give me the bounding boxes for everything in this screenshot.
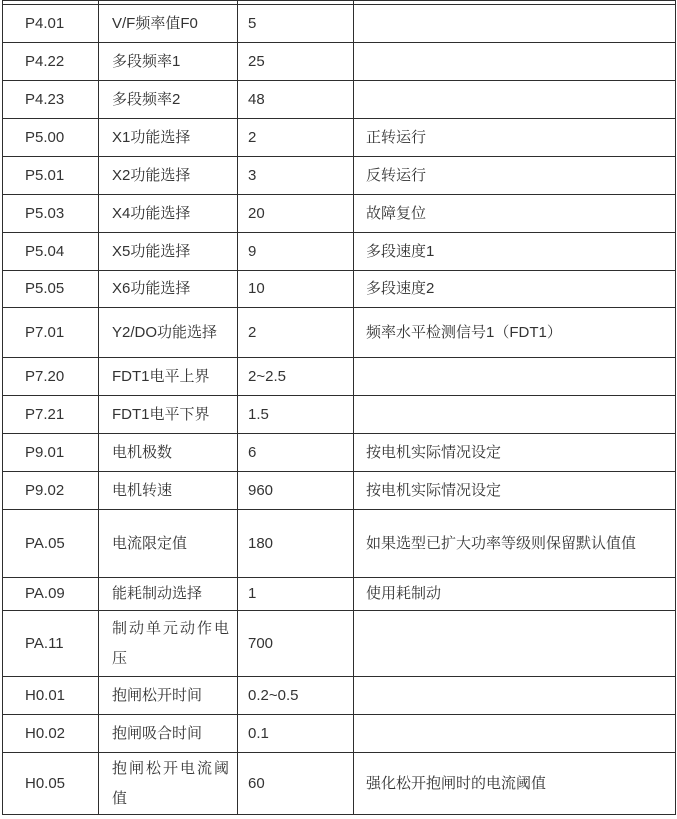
cell-value: 0.2~0.5	[238, 677, 354, 715]
table-row	[3, 472, 676, 510]
cell-param-code: H0.05	[3, 753, 99, 815]
cell-param-code: P4.23	[3, 81, 99, 119]
cell-value: 20	[238, 195, 354, 233]
table-row	[3, 434, 676, 472]
cell-param-code: P7.20	[3, 358, 99, 396]
cell-value: 2~2.5	[238, 358, 354, 396]
cell-param-code: P9.02	[3, 472, 99, 510]
cell-description	[354, 715, 676, 753]
table-row	[3, 715, 676, 753]
table-row	[3, 119, 676, 157]
cell-param-name: X2功能选择	[99, 157, 238, 195]
cell-param-code: P5.04	[3, 233, 99, 271]
cell-param-name: Y2/DO功能选择	[99, 308, 238, 358]
table-row	[3, 677, 676, 715]
cell-param-name: X1功能选择	[99, 119, 238, 157]
cell-description: 频率水平检测信号1（FDT1）	[354, 308, 676, 358]
table-row	[3, 5, 676, 43]
cell-param-code: H0.02	[3, 715, 99, 753]
cell-param-name: 抱闸吸合时间	[99, 715, 238, 753]
cell-param-name: 多段频率1	[99, 43, 238, 81]
cell-param-code: P5.01	[3, 157, 99, 195]
table-row	[3, 271, 676, 308]
cell-description: 按电机实际情况设定	[354, 472, 676, 510]
cell-description: 按电机实际情况设定	[354, 434, 676, 472]
cell-value: 2	[238, 308, 354, 358]
cell-param-name: 能耗制动选择	[99, 578, 238, 611]
cell-value: 25	[238, 43, 354, 81]
cell-value: 2	[238, 119, 354, 157]
cell-value: 1	[238, 578, 354, 611]
cell-description: 使用耗制动	[354, 578, 676, 611]
table-row	[3, 611, 676, 677]
parameter-table	[2, 0, 676, 815]
cell-description: 多段速度1	[354, 233, 676, 271]
cell-param-name: 电机转速	[99, 472, 238, 510]
cell-param-name: X4功能选择	[99, 195, 238, 233]
table-row	[3, 233, 676, 271]
cell-value: 5	[238, 5, 354, 43]
cell-param-name: V/F频率值F0	[99, 5, 238, 43]
cell-value: 960	[238, 472, 354, 510]
table-row	[3, 578, 676, 611]
cell-param-name: FDT1电平下界	[99, 396, 238, 434]
cell-param-code: P7.01	[3, 308, 99, 358]
cell-param-name: 抱闸松开时间	[99, 677, 238, 715]
cell-description	[354, 396, 676, 434]
cell-description	[354, 81, 676, 119]
cell-value: 0.1	[238, 715, 354, 753]
cell-description	[354, 611, 676, 677]
cell-param-code: PA.05	[3, 510, 99, 578]
cell-param-code: PA.09	[3, 578, 99, 611]
cell-description: 故障复位	[354, 195, 676, 233]
cell-param-name: 抱闸松开电流阈值	[99, 753, 238, 815]
cell-value: 180	[238, 510, 354, 578]
cell-value: 700	[238, 611, 354, 677]
cell-param-code: H0.01	[3, 677, 99, 715]
cell-param-name: 制动单元动作电压	[99, 611, 238, 677]
table-row	[3, 43, 676, 81]
cell-param-name: 电流限定值	[99, 510, 238, 578]
cell-description	[354, 43, 676, 81]
cell-param-code: P5.00	[3, 119, 99, 157]
cell-description	[354, 358, 676, 396]
cell-description: 正转运行	[354, 119, 676, 157]
cell-param-code: P5.05	[3, 271, 99, 308]
cell-param-code: P4.22	[3, 43, 99, 81]
cell-param-name: FDT1电平上界	[99, 358, 238, 396]
table-row	[3, 195, 676, 233]
cell-param-code: P7.21	[3, 396, 99, 434]
cell-value: 1.5	[238, 396, 354, 434]
table-row	[3, 157, 676, 195]
cell-value: 60	[238, 753, 354, 815]
cell-value: 9	[238, 233, 354, 271]
cell-description: 如果选型已扩大功率等级则保留默认值值	[354, 510, 676, 578]
cell-description	[354, 5, 676, 43]
cell-description	[354, 677, 676, 715]
table-row	[3, 753, 676, 815]
cell-param-name: X6功能选择	[99, 271, 238, 308]
cell-param-code: PA.11	[3, 611, 99, 677]
cell-description: 强化松开抱闸时的电流阈值	[354, 753, 676, 815]
cell-param-name: 电机极数	[99, 434, 238, 472]
cell-param-name: 多段频率2	[99, 81, 238, 119]
cell-description: 多段速度2	[354, 271, 676, 308]
cell-param-code: P5.03	[3, 195, 99, 233]
cell-value: 48	[238, 81, 354, 119]
cell-value: 10	[238, 271, 354, 308]
table-row	[3, 358, 676, 396]
cell-param-code: P9.01	[3, 434, 99, 472]
table-row	[3, 308, 676, 358]
cell-description: 反转运行	[354, 157, 676, 195]
cell-param-name: X5功能选择	[99, 233, 238, 271]
cell-param-code: P4.01	[3, 5, 99, 43]
table-row	[3, 81, 676, 119]
cell-value: 6	[238, 434, 354, 472]
cell-value: 3	[238, 157, 354, 195]
table-row	[3, 396, 676, 434]
table-row	[3, 510, 676, 578]
